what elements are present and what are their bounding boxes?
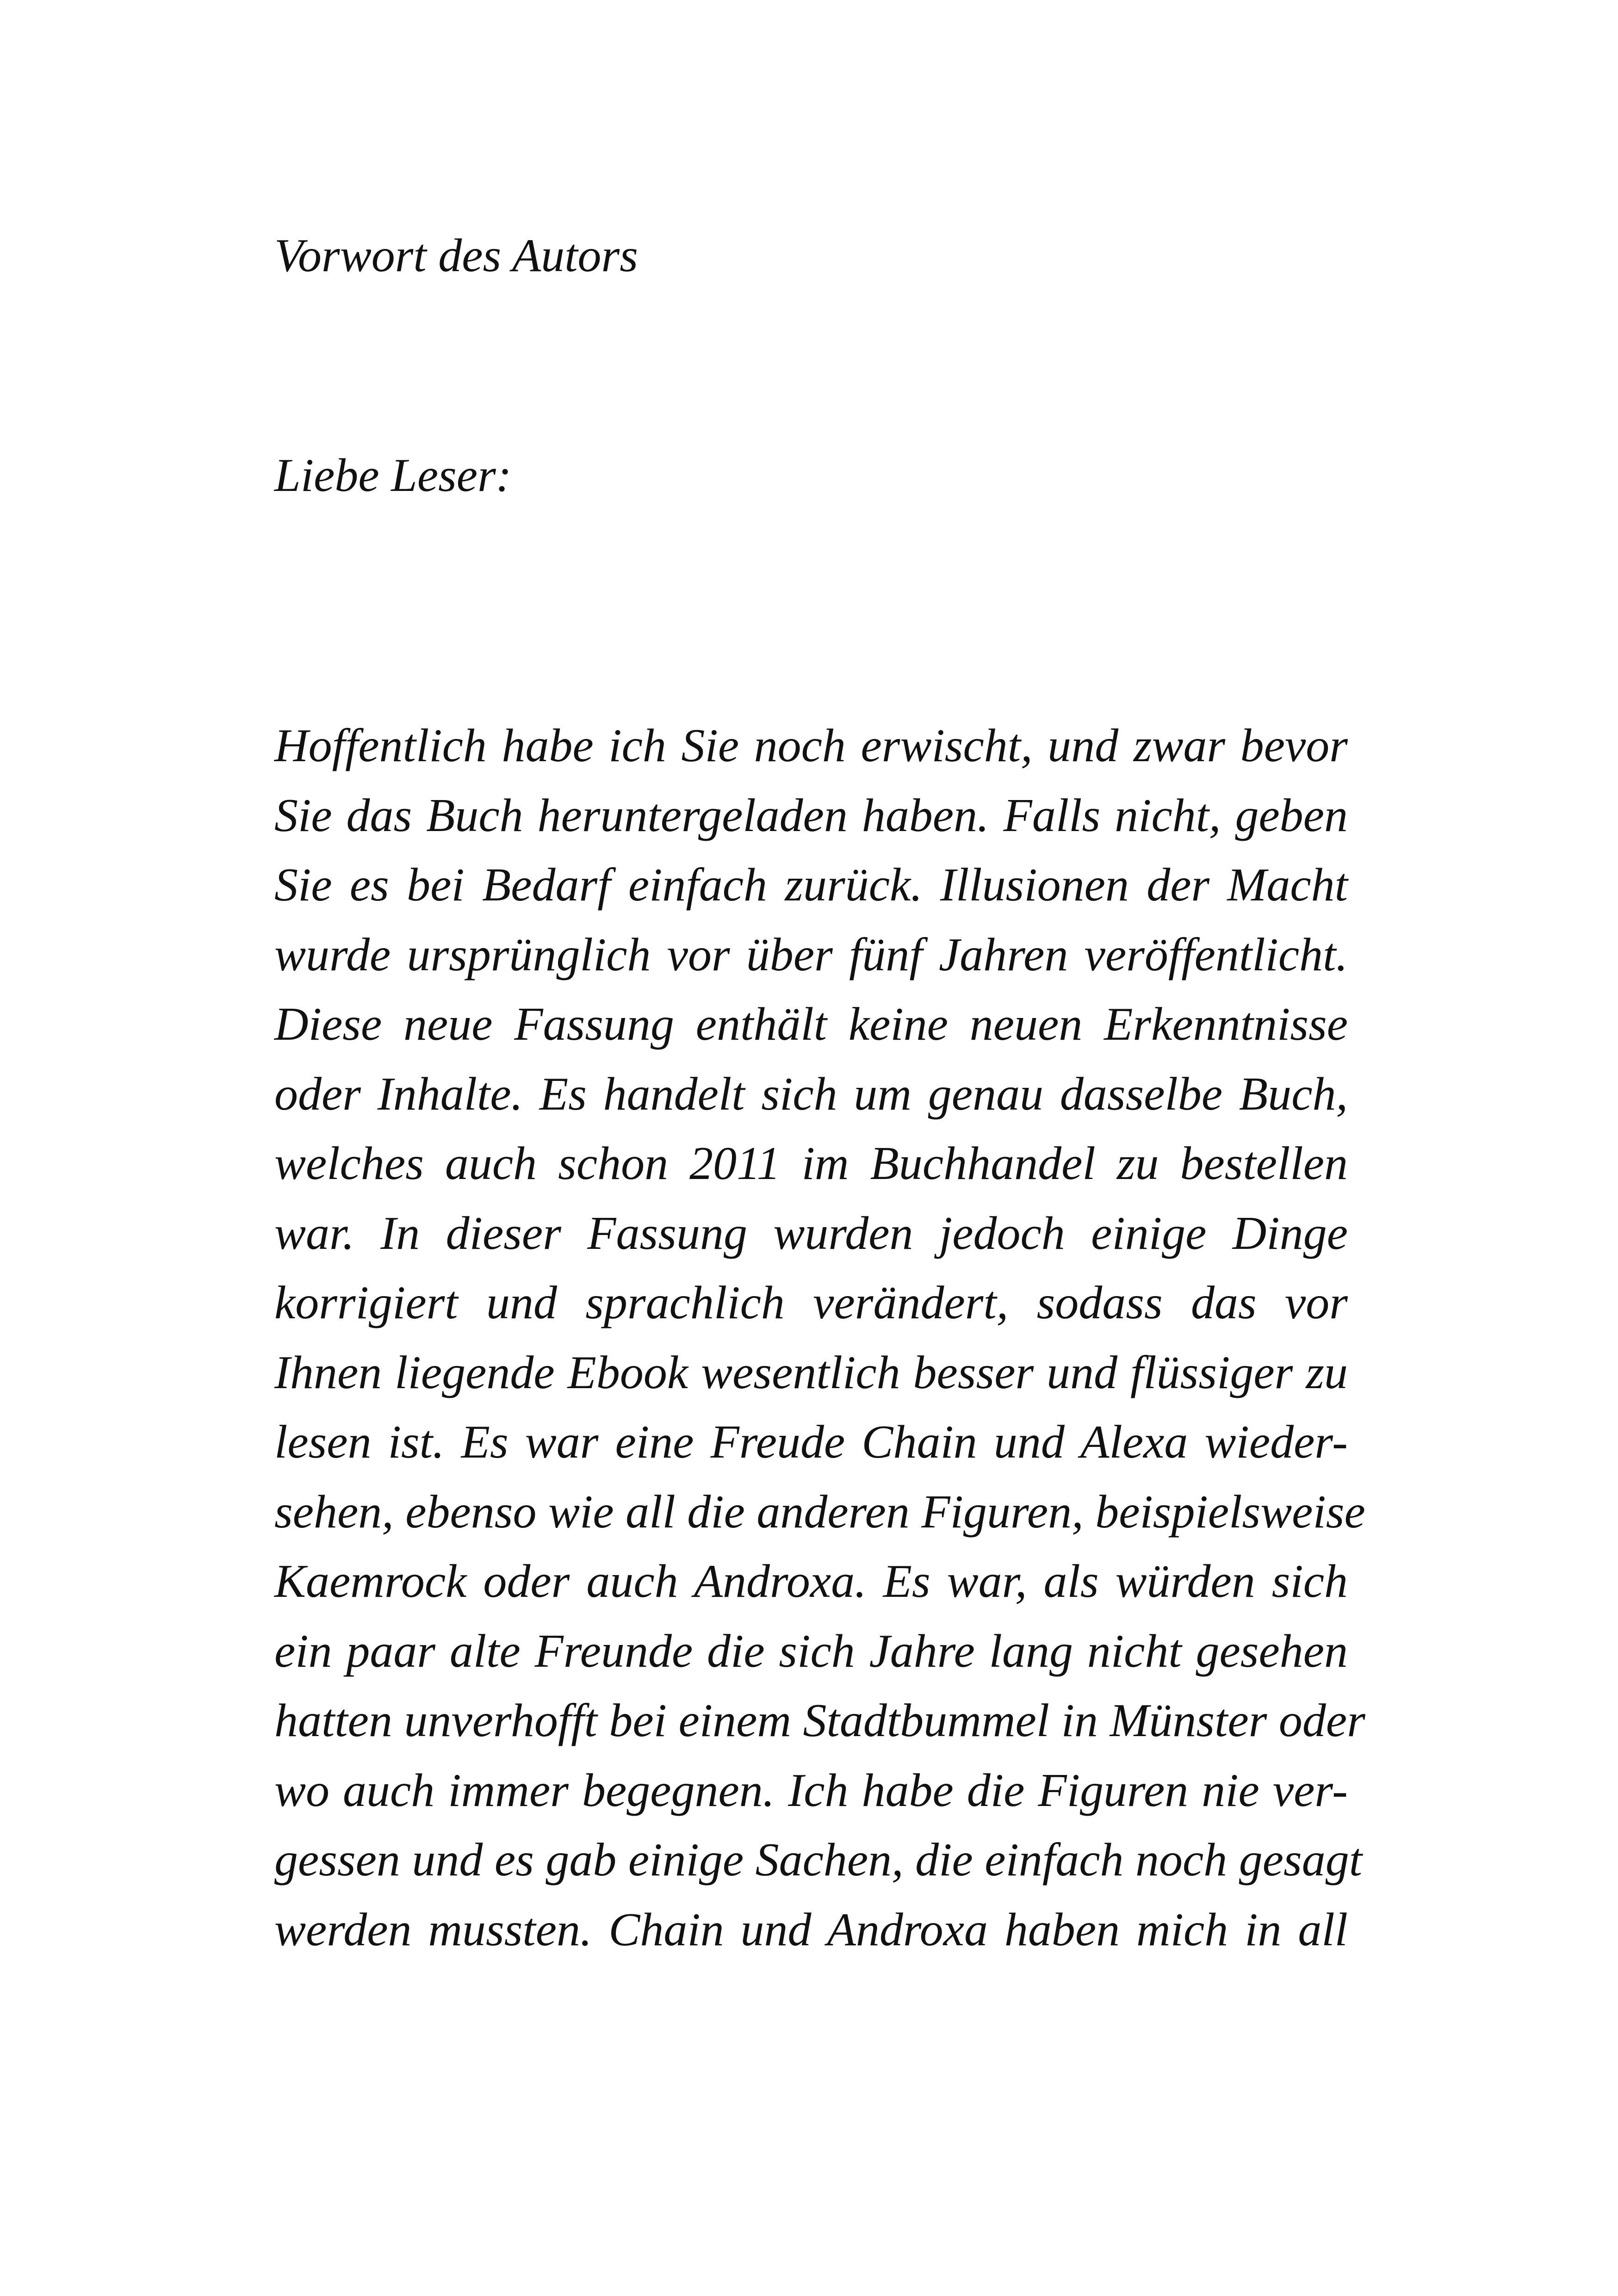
text-line: sehen, ebenso wie all die anderen Figuren, beispielsweise — [274, 1485, 1365, 1538]
text-line: war. In dieser Fassung wurden jedoch einige Dinge — [274, 1207, 1348, 1260]
text-line: Hoffentlich habe ich Sie noch erwischt, und zwar bevor — [274, 720, 1348, 772]
text-line: werden mussten. Chain und Androxa haben mich in all — [274, 1903, 1348, 1956]
text-line: gessen und es gab einige Sachen, die einfach noch gesagt — [274, 1834, 1363, 1886]
text-line: korrigiert und sprachlich verändert, sodass das vor — [274, 1277, 1348, 1329]
text-line: wurde ursprünglich vor über fünf Jahren veröffentlicht. — [274, 928, 1348, 981]
text-line: Kaemrock oder auch Androxa. Es war, als würden sich — [274, 1555, 1348, 1607]
page-heading: Vorwort des Autors — [274, 230, 638, 282]
text-line: Diese neue Fassung enthält keine neuen Erkenntnisse — [274, 998, 1348, 1050]
text-line: Sie das Buch heruntergeladen haben. Falls nicht, geben — [274, 789, 1348, 842]
text-line: Sie es bei Bedarf einfach zurück. Illusionen der Macht — [274, 859, 1348, 911]
text-line: oder Inhalte. Es handelt sich um genau dasselbe Buch, — [274, 1067, 1348, 1120]
salutation: Liebe Leser: — [274, 449, 512, 502]
text-line: Ihnen liegende Ebook wesentlich besser und flüssiger zu — [274, 1346, 1348, 1399]
body-paragraph — [274, 711, 1365, 1965]
text-line: lesen ist. Es war eine Freude Chain und Alexa wieder- — [274, 1416, 1348, 1468]
text-line: ein paar alte Freunde die sich Jahre lang nicht gesehen — [274, 1625, 1348, 1677]
text-line: wo auch immer begegnen. Ich habe die Figuren nie ver- — [274, 1764, 1348, 1817]
text-line: hatten unverhofft bei einem Stadtbummel in Münster oder — [274, 1694, 1365, 1747]
text-line: welches auch schon 2011 im Buchhandel zu bestellen — [274, 1137, 1348, 1190]
